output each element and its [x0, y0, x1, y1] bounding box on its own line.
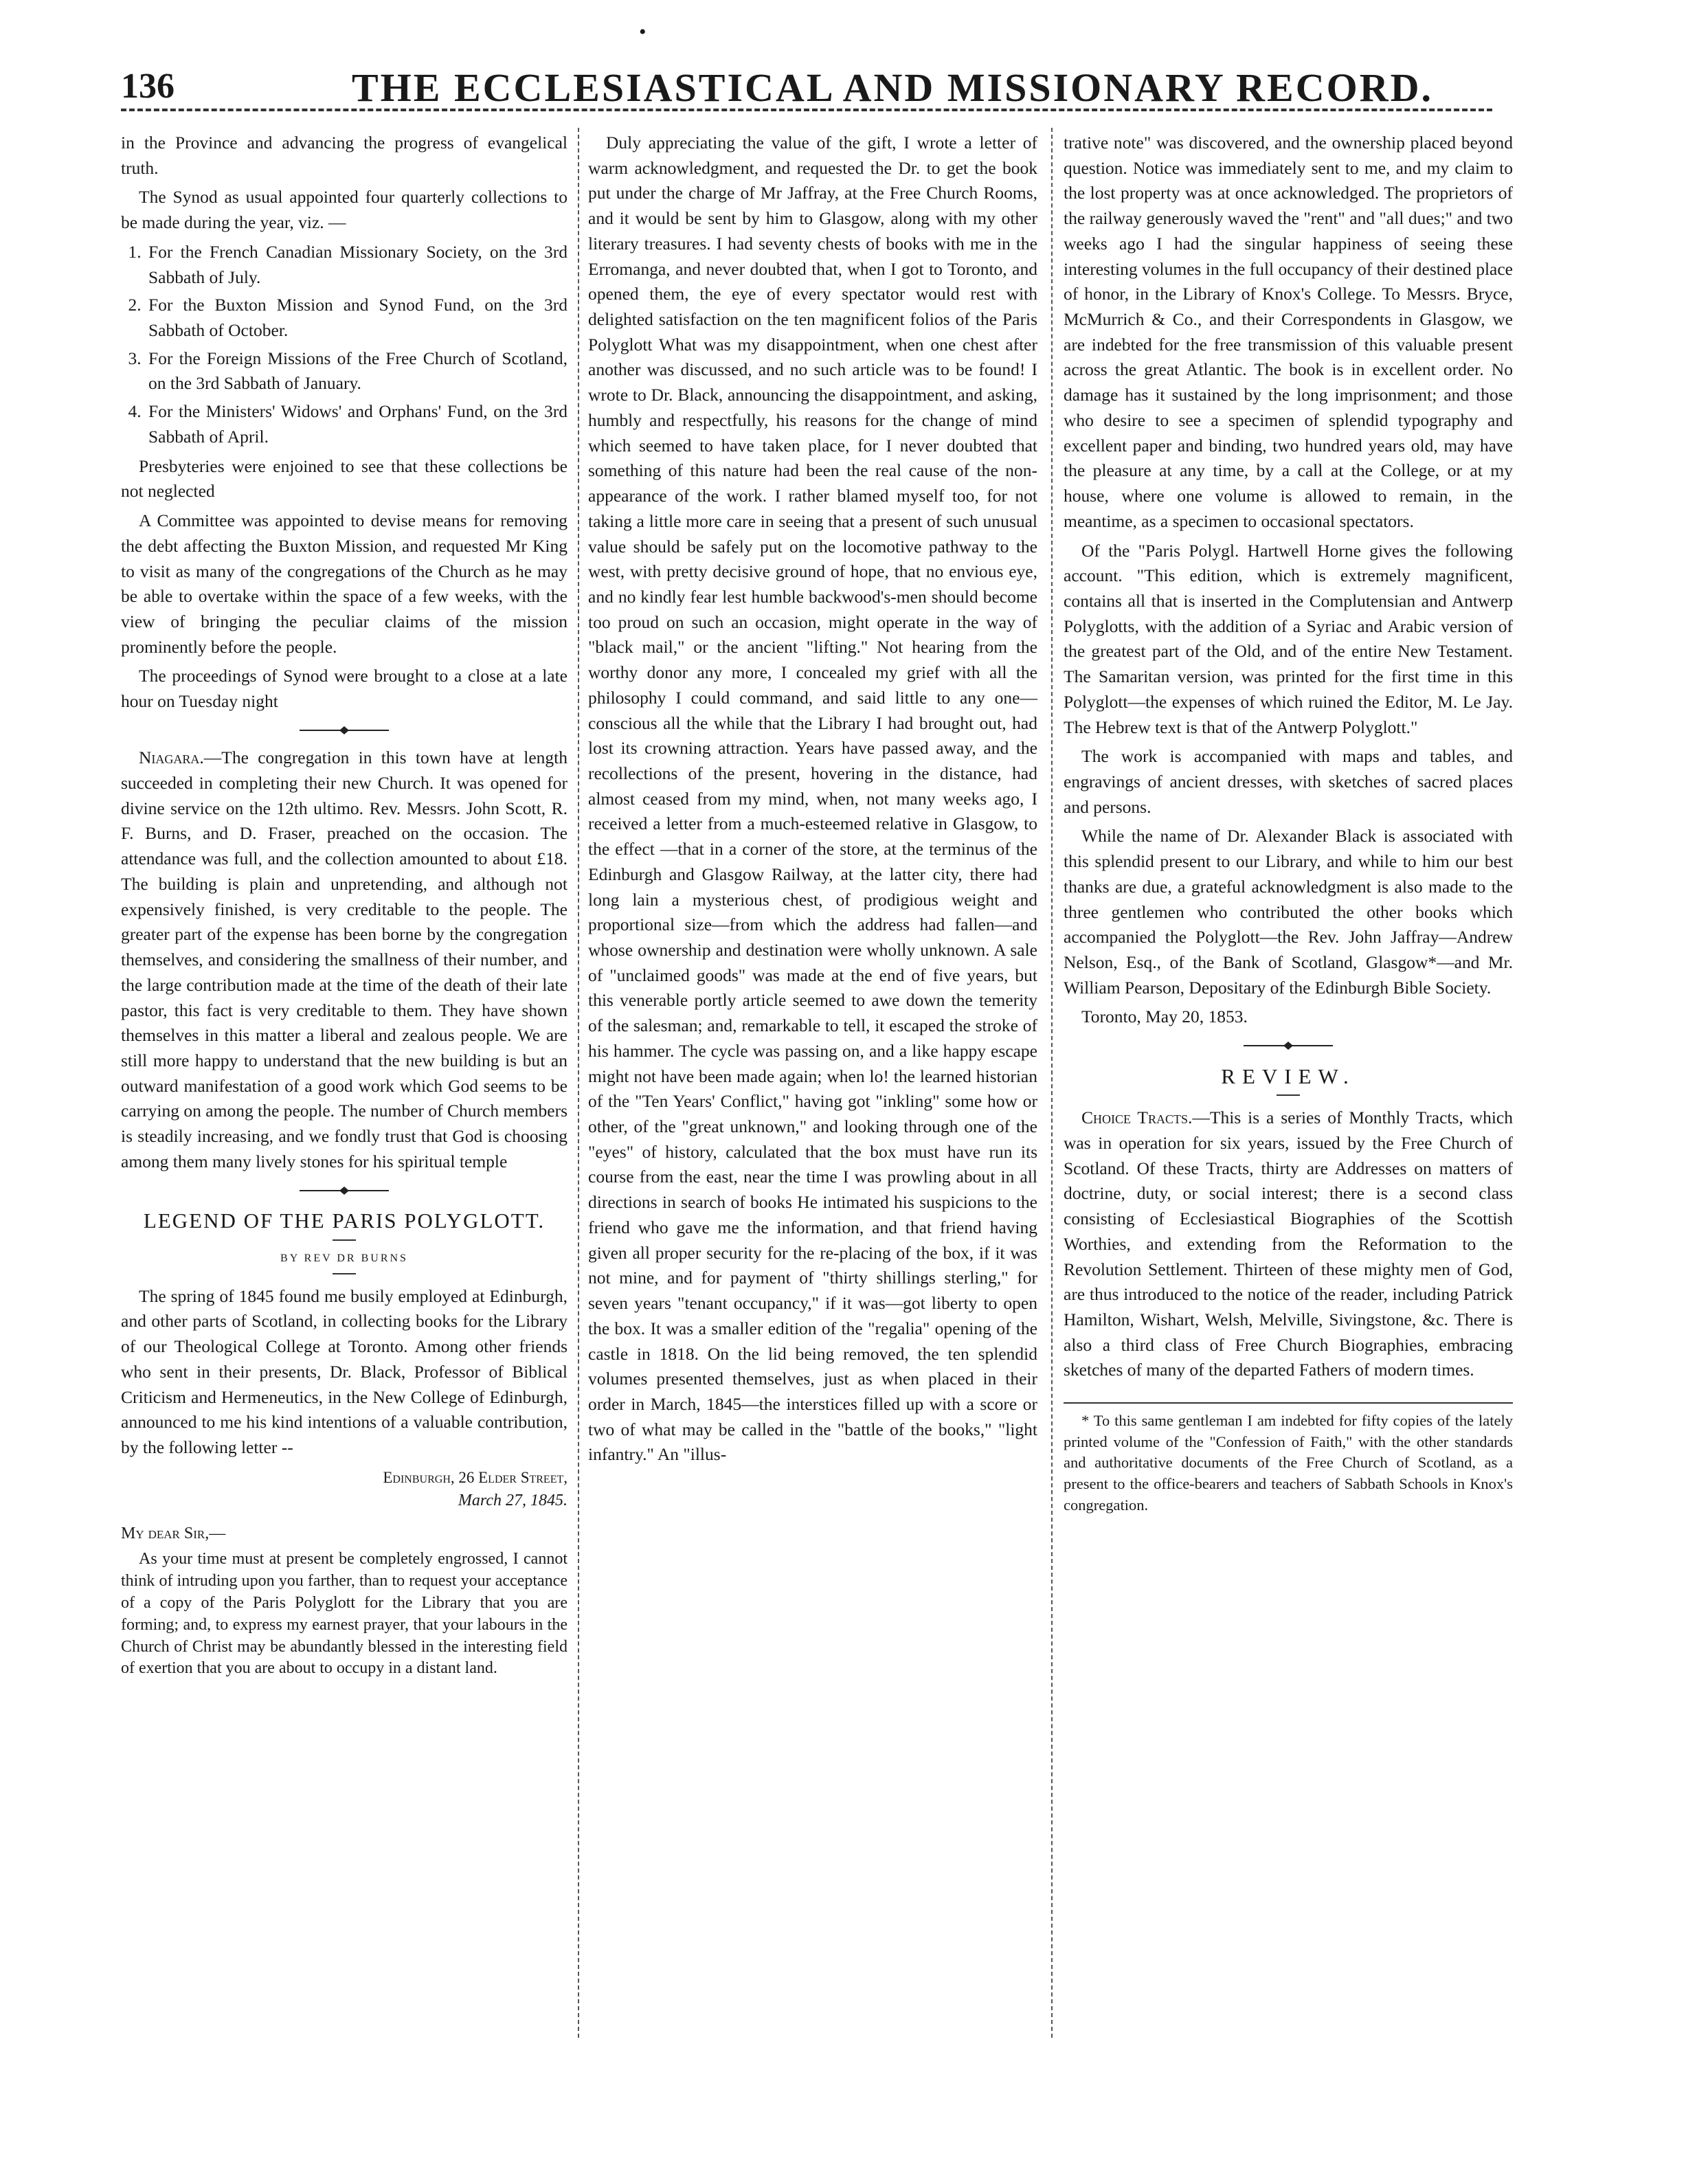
ornamental-rule	[121, 1180, 568, 1198]
paragraph: While the name of Dr. Alexander Black is associated with this splendid present to our Library, and while to him our best thanks are due, a grateful acknowledgment is also made to the three gentlemen who contributed the other books which accompanied the Polyglott—the Rev. John Jaffray—Andrew Nelson, Esq., of the Bank of Scotland, Glasgow*—and Mr. William Pearson, Depositary of the Edinburgh Bible Society.	[1064, 826, 1513, 998]
section-title: REVIEW.	[1221, 1064, 1356, 1088]
niagara-heading: Niagara.	[139, 748, 204, 768]
paragraph: As your time must at present be completely engrossed, I cannot think of intruding upon you farther, than to request your acceptance of a copy of the Paris Polyglott for the Library that you are forming; and, to express my earnest prayer, that your labours in the Church of Christ may be abundantly blessed in the interesting field of exertion that you are about to occupy in a distant land.	[121, 1549, 568, 1678]
letter-date: March 27, 1845.	[458, 1491, 568, 1509]
review-paragraph	[1064, 1105, 1513, 1383]
article-title: LEGEND OF THE PARIS POLYGLOTT.	[143, 1209, 546, 1233]
list-item: 4. For the Ministers' Widows' and Orphans' Fund, on the 3rd Sabbath of April.	[146, 399, 568, 449]
niagara-paragraph	[121, 745, 568, 1174]
short-rule	[333, 1239, 356, 1241]
header-rule	[121, 109, 1492, 111]
running-title: THE ECCLESIASTICAL AND MISSIONARY RECORD.	[352, 65, 1433, 110]
list-item: 3. For the Foreign Missions of the Free Church of Scotland, on the 3rd Sabbath of January.	[146, 346, 568, 396]
paragraph: trative note" was discovered, and the ownership placed beyond question. Notice was immediately sent to me, and my claim to the lost property was at once acknowledged. The proprietors of the railway generously waved the "rent" and "all dues;" and two weeks ago I had the singular happiness of seeing these interesting volumes in the full occupancy of their destined place of honor, in the Library of Knox's College. To Messrs. Bryce, McMurrich & Co., and their Correspondents in Glasgow, we are indebted for the free transmission of this valuable present across the great Atlantic. The book is in excellent order. No damage has it sustained by the long imprisonment; and those who desire to see a specimen of splendid typography and excellent paper and binding, two hundred years old, may have the pleasure at any time, by a call at the College, or at my house, where one volume is allowed to remain, in the meantime, as a specimen to occasional spectators.	[1064, 133, 1513, 531]
short-rule	[333, 1273, 356, 1274]
paragraph: in the Province and advancing the progress of evangelical truth.	[121, 133, 568, 178]
column-divider	[1051, 128, 1053, 2038]
footnote-rule	[1064, 1402, 1513, 1404]
signoff: Toronto, May 20, 1853.	[1081, 1007, 1248, 1027]
review-heading: Choice Tracts.	[1081, 1108, 1193, 1128]
review-text: —This is a series of Monthly Tracts, which was in operation for six years, issued by the Free Church of Scotland. Of these Tracts, thirty are Addresses on matters of doctrine, duty, or social interest; there is a second class consisting of Ecclesiastical Biographies of the Scottish Worthies, and extending from the Reformation to the Revolution Settlement. Thirteen of these mighty men of God, are thus introduced to the notice of the reader, including Patrick Hamilton, Wishart, Welsh, Melville, Sivingstone, &c. There is also a third class of Free Church Biographies, embracing sketches of many of the departed Fathers of modern times.	[1064, 1108, 1513, 1380]
ink-dot: •	[639, 21, 647, 43]
ornamental-rule	[1064, 1035, 1513, 1053]
paragraph: Duly appreciating the value of the gift, I wrote a letter of warm acknowledgment, and requested the Dr. to get the book put under the charge of Mr Jaffray, at the Free Church Rooms, and it would be sent by him to Glasgow, along with my other literary treasures. I had seventy chests of books with me in the Erromanga, and never doubted that, when I got to Toronto, and opened them, the eye of every spectator would rest with delighted satisfaction on the ten magnificent folios of the Paris Polyglott What was my disappointment, when one chest after another was discussed, and no such article was to be found! I wrote to Dr. Black, announcing the disappointment, and asking, humbly and respectfully, his reasons for the change of mind which seemed to have taken place, for I never doubted that something of this nature had been the real cause of the non-appearance of the work. I rather blamed myself too, for not taking a little more care in seeing that a present of such unusual value should be safely put on the locomotive pathway to the west, with pretty decisive ground of hope, that no envious eye, and no kindly fear lest humble backwood's-men should become too proud on such an occasion, might operate in the way of "black mail," or the ancient "lifting." Not hearing from the worthy donor any more, I concealed my grief with all the philosophy I could command, and said little to any one—conscious all the while that the Library I had brought out, had lost its crowning attraction. Years have passed away, and the recollections of the present, hovering in the distance, had almost ceased from my mind, when, not many weeks ago, I received a letter from a much-esteemed relative in Glasgow, to the effect —that in a corner of the store, at the terminus of the Edinburgh and Glasgow Railway, at the latter city, there had long lain a mysterious chest, of prodigious weight and proportional size—from which the address had fallen—and whose ownership and destination were wholly unknown. A sale of "unclaimed goods" was made at the end of five years, but this venerable portly article seemed to awe down the temerity of the salesman; and, remarkable to tell, it escaped the stroke of his hammer. The cycle was passing on, and a like happy escape might not have been made again; when lo! the learned historian of the "Ten Years' Conflict," having got "inkling" some how or other, of the "great unknown," and looking through one of the "eyes" of history, calculated that the box must have run its course from the east, near the time I was prowling about in all directions in search of books He intimated his suspicions to the friend who gave me the information, and that friend having given all proper security for the re-placing of the box, if it was not mine, and for payment of "thirty shillings sterling," for seven years "tenant occupancy," if it was—got liberty to open the box. It was a smaller edition of the "regalia" opening of the castle in 1818. On the lid being removed, the ten splendid volumes presented themselves, just as when placed in their order in March, 1845—the interstices filled up with a score or two of what may be called in the "battle of the books," "light infantry." An "illus-	[588, 133, 1037, 1465]
paragraph: The Synod as usual appointed four quarterly collections to be made during the year, viz. —	[121, 187, 568, 233]
column-left	[121, 131, 568, 1684]
short-rule	[1277, 1094, 1300, 1096]
letter-body	[121, 1549, 568, 1680]
column-middle	[588, 131, 1037, 1472]
ornamental-rule	[121, 720, 568, 738]
list-item: 1. For the French Canadian Missionary Society, on the 3rd Sabbath of July.	[146, 240, 568, 290]
paragraph: The proceedings of Synod were brought to a close at a late hour on Tuesday night	[121, 666, 568, 712]
page-number: 136	[121, 67, 175, 106]
collections-list	[121, 240, 568, 450]
paragraph: Of the "Paris Polygl. Hartwell Horne gives the following account. "This edition, which is extremely magnificent, contains all that is inserted in the Complutensian and Antwerp Polyglotts, with the addition of a Syriac and Arabic version of the greatest part of the Old, and of the entire New Testament. The Samaritan version, was printed for the first time in this Polyglott—the expenses of which ruined the Editor, M. Le Jay. The Hebrew text is that of the Antwerp Polyglott."	[1064, 540, 1513, 737]
niagara-text: —The congregation in this town have at length succeeded in completing their new Church. It was opened for divine service on the 12th ultimo. Rev. Messrs. John Scott, R. F. Burns, and D. Fraser, preached on the occasion. The attendance was full, and the collection amounted to about £18. The building is plain and unpretending, and although not expensively finished, is very creditable to the people. The greater part of the expense has been borne by the congregation themselves, and considering the smallness of their number, and the large contribution made at the time of the death of their late pastor, this fact is very creditable to them. They have shown themselves in this matter a liberal and zealous people. We are still more happy to understand that the new building is but an outward manifestation of a good work which God seems to be carrying on among the people. The number of Church members is steadily increasing, and we fondly trust that God is choosing among them many lively stones for his spiritual temple	[121, 748, 568, 1171]
paragraph: A Committee was appointed to devise means for removing the debt affecting the Buxton Mission, and requested Mr King to visit as many of the congregations of the Church as he may be able to overtake within the space of a few weeks, with the view of bringing the peculiar claims of the mission prominently before the people.	[121, 510, 568, 657]
paragraph: Presbyteries were enjoined to see that these collections be not neglected	[121, 456, 568, 502]
list-item: 2. For the Buxton Mission and Synod Fund, on the 3rd Sabbath of October.	[146, 293, 568, 343]
letter-dateline: Edinburgh, 26 Elder Street,	[383, 1468, 568, 1486]
footnote: * To this same gentleman I am indebted for fifty copies of the lately printed volume of the "Confession of Faith," with the other standards and authoritative documents of the Free Church of Scotland, as a present to the office-bearers and teachers of Sabbath Schools in Knox's congregation.	[1064, 1412, 1513, 1514]
paragraph: The work is accompanied with maps and tables, and engravings of ancient dresses, with sketches of sacred places and persons.	[1064, 746, 1513, 817]
byline: BY REV DR BURNS	[280, 1252, 408, 1264]
letter-salutation: My dear Sir,—	[121, 1525, 226, 1543]
paragraph: The spring of 1845 found me busily employed at Edinburgh, and other parts of Scotland, in collecting books for the Library of our Theological College at Toronto. Among other friends who sent in their presents, Dr. Black, Professor of Biblical Criticism and Hermeneutics, in the New College of Edinburgh, announced to me his kind intentions of a valuable contribution, by the following letter --	[121, 1285, 568, 1457]
column-divider	[578, 128, 579, 2038]
column-right	[1064, 131, 1513, 1520]
